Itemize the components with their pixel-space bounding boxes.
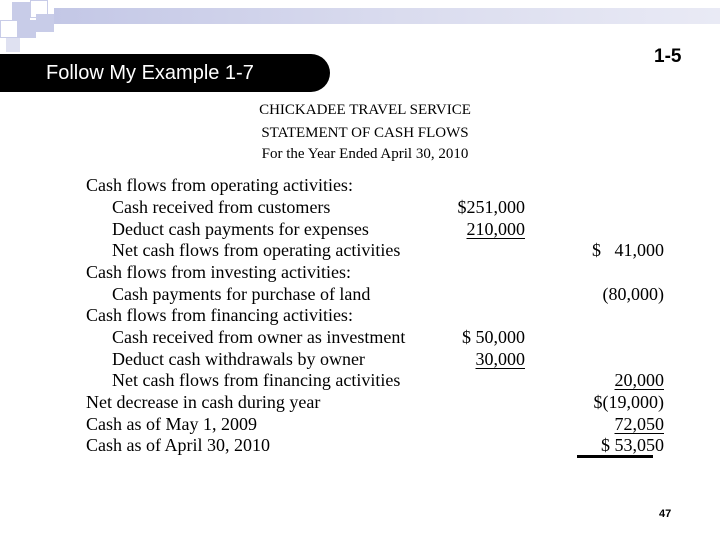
statement-name: STATEMENT OF CASH FLOWS [261,125,469,141]
double-underline [577,455,653,458]
slide-number: 1-5 [654,46,682,67]
row-label: Cash flows from investing activities: [86,262,351,282]
row-label: Deduct cash withdrawals by owner [112,349,365,369]
slide-title: Follow My Example 1-7 [46,62,254,84]
slide-title-bar [0,54,330,92]
row-subtotal: $251,000 [457,197,525,217]
decorative-square [12,2,30,20]
decorative-square [6,38,20,52]
header-gradient-bar [54,8,720,24]
row-label: Cash as of April 30, 2010 [86,435,270,455]
row-total: $ 41,000 [592,240,664,260]
decorative-square [36,14,54,32]
row-label: Cash as of May 1, 2009 [86,414,257,434]
row-label: Cash payments for purchase of land [112,284,371,304]
row-label: Cash flows from financing activities: [86,305,353,325]
decorative-square [18,20,36,38]
row-label: Cash received from owner as investment [112,327,406,347]
row-label: Net cash flows from operating activities [112,240,401,260]
row-total: $(19,000) [593,392,664,412]
row-label: Cash received from customers [112,197,331,217]
row-total: (80,000) [602,284,664,304]
row-subtotal: $ 50,000 [462,327,525,347]
row-label: Deduct cash payments for expenses [112,219,369,239]
row-label: Net decrease in cash during year [86,392,321,412]
row-label: Net cash flows from financing activities [112,370,401,390]
row-subtotal: 210,000 [466,219,525,239]
page-number: 47 [659,508,672,520]
row-label: Cash flows from operating activities: [86,175,353,195]
row-total: 72,050 [614,414,664,434]
row-total: $ 53,050 [601,435,664,455]
statement-period: For the Year Ended April 30, 2010 [261,146,469,162]
decorative-square [0,20,18,38]
row-total: 20,000 [614,370,664,390]
row-subtotal: 30,000 [475,349,525,369]
company-name: CHICKADEE TRAVEL SERVICE [259,102,471,118]
